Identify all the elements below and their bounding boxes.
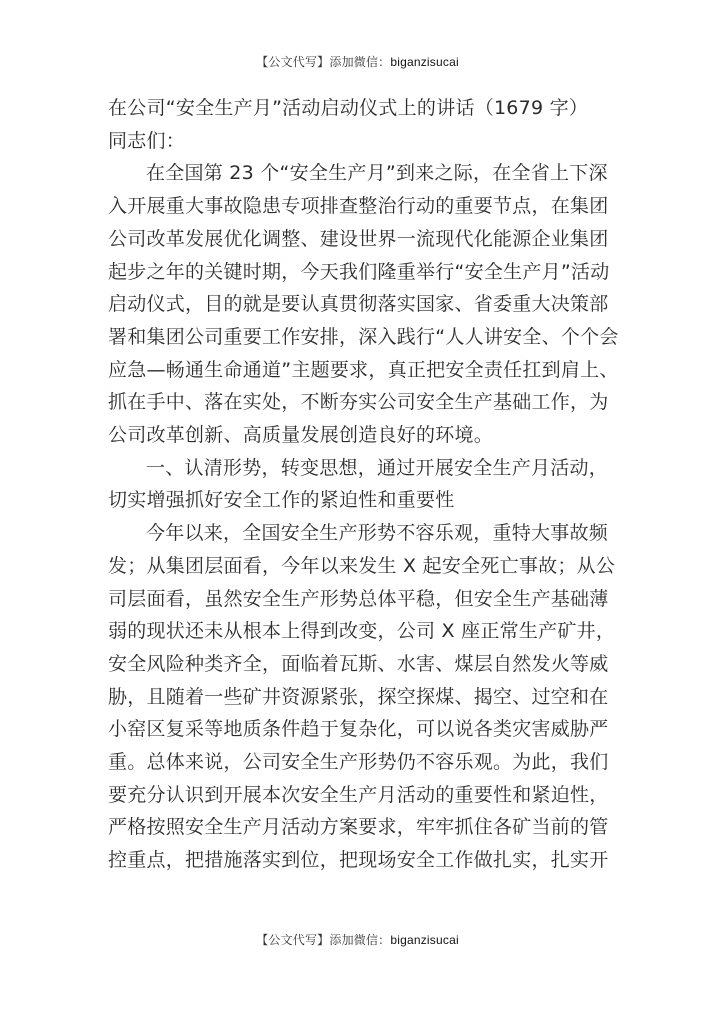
text-line: 控重点，把措施落实到位，把现场安全工作做扎实，扎实开 — [108, 849, 609, 872]
text-line: 发；从集团层面看，今年以来发生 X 起安全死亡事故；从公 — [108, 554, 616, 577]
text-line: 应急—畅通生命通道”主题要求，真正把安全责任扛到肩上、 — [108, 358, 619, 381]
text-line: 司层面看，虽然安全生产形势总体平稳，但安全生产基础薄 — [108, 587, 609, 610]
section-heading: 一、认清形势，转变思想，通过开展安全生产月活动， — [146, 456, 609, 479]
page-header — [0, 54, 715, 70]
text-line: 胁，且随着一些矿井资源紧张，探空探煤、揭空、过空和在 — [108, 685, 609, 708]
text-line: 起步之年的关键时期，今天我们隆重举行“安全生产月”活动 — [108, 260, 610, 283]
text-line: 公司改革创新、高质量发展创造良好的环境。 — [108, 424, 494, 447]
section-heading-continued: 切实增强抓好安全工作的紧迫性和重要性 — [108, 489, 455, 512]
text-line: 署和集团公司重要工作安排，深入践行“人人讲安全、个个会 — [108, 325, 619, 348]
text-line: 在全国第 23 个“安全生产月”到来之际，在全省上下深 — [146, 162, 608, 185]
document-title: 在公司“安全生产月”活动启动仪式上的讲话（1679 字） — [108, 97, 589, 119]
text-line: 小窑区复采等地质条件趋于复杂化，可以说各类灾害威胁严 — [108, 718, 609, 741]
header-prefix: 【公文代写】添加微信： — [256, 55, 391, 69]
text-line: 安全风险种类齐全，面临着瓦斯、水害、煤层自然发火等威 — [108, 652, 609, 675]
text-line: 严格按照安全生产月活动方案要求，牢牢抓住各矿当前的管 — [108, 816, 609, 839]
text-line: 弱的现状还未从根本上得到改变，公司 X 座正常生产矿井， — [108, 620, 616, 643]
text-line: 启动仪式，目的就是要认真贯彻落实国家、省委重大决策部 — [108, 293, 609, 316]
text-line: 抓在手中、落在实处，不断夯实公司安全生产基础工作，为 — [108, 391, 609, 414]
text-line: 重。总体来说，公司安全生产形势仍不容乐观。为此，我们 — [108, 751, 609, 774]
footer-prefix: 【公文代写】添加微信： — [256, 933, 391, 947]
document-body — [108, 92, 620, 877]
text-line: 入开展重大事故隐患专项排查整治行动的重要节点，在集团 — [108, 195, 609, 218]
text-line: 要充分认识到开展本次安全生产月活动的重要性和紧迫性， — [108, 783, 609, 806]
footer-wechat-id: biganzisucai — [390, 933, 459, 947]
page-footer — [0, 932, 715, 948]
text-line: 今年以来，全国安全生产形势不容乐观，重特大事故频 — [146, 522, 609, 545]
header-wechat-id: biganzisucai — [390, 55, 459, 69]
text-line: 公司改革发展优化调整、建设世界一流现代化能源企业集团 — [108, 227, 609, 250]
salutation: 同志们： — [108, 129, 186, 152]
